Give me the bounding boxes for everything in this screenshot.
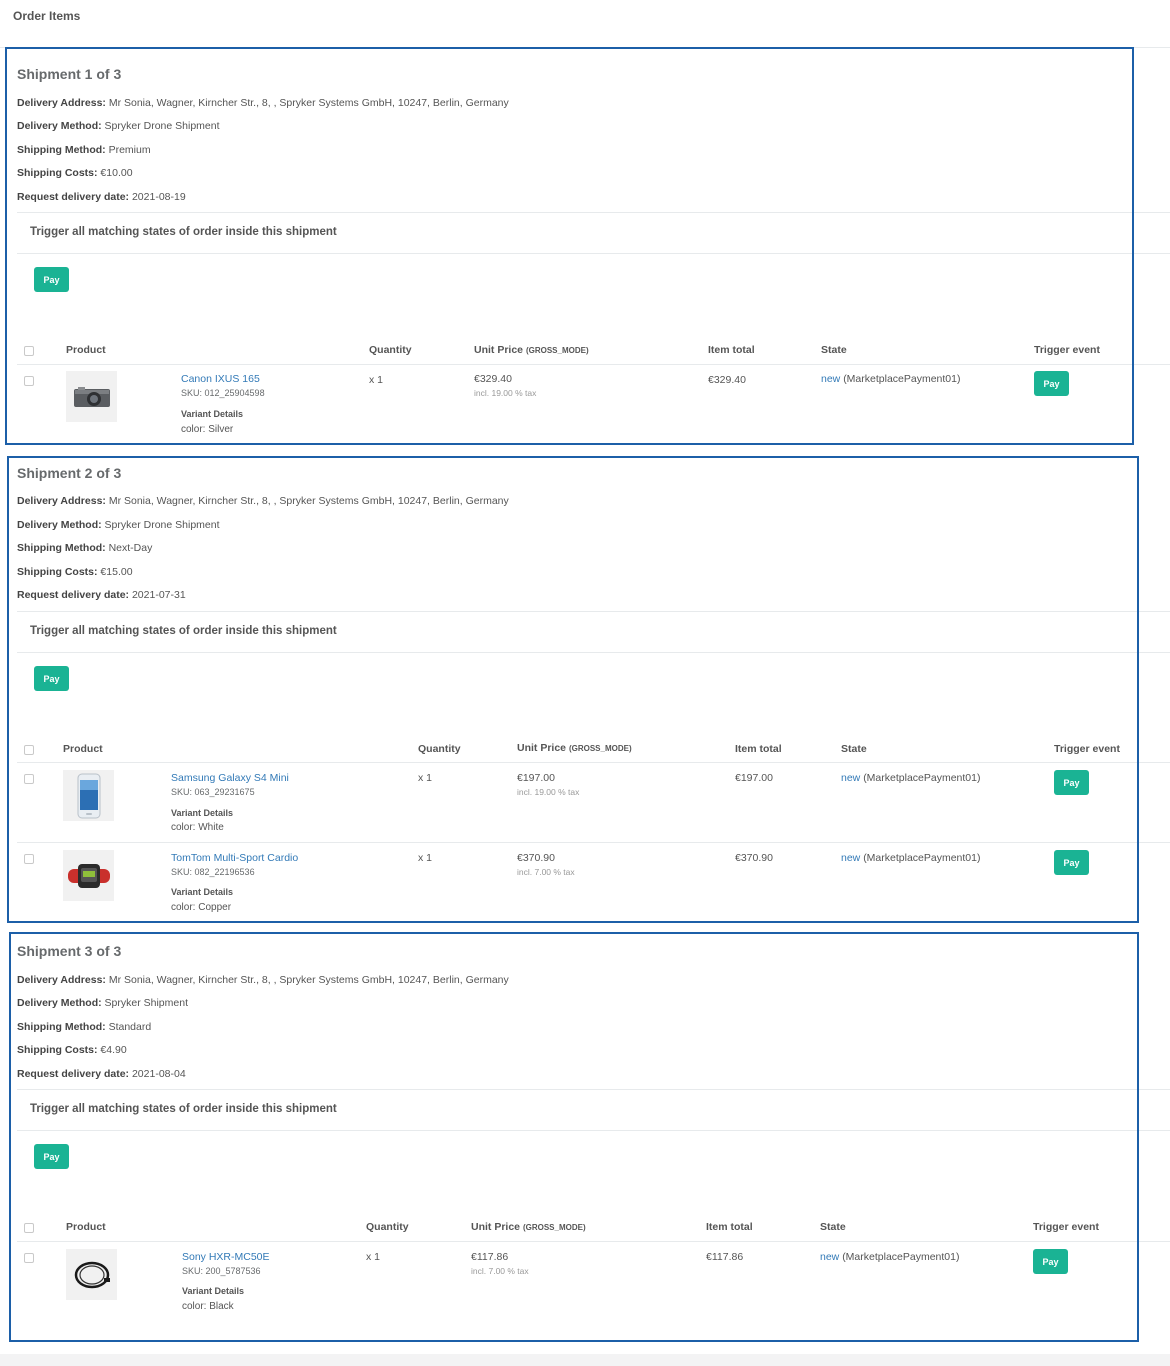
top-divider: [0, 47, 1170, 48]
quantity: x 1: [418, 772, 433, 784]
select-all-checkbox[interactable]: [24, 745, 34, 755]
divider: [17, 652, 1170, 653]
product-sku: SKU: 082_22196536: [171, 867, 255, 877]
pay-item-button[interactable]: Pay: [1054, 850, 1089, 875]
quantity: x 1: [418, 852, 433, 864]
col-state: State: [821, 344, 847, 356]
divider: [17, 1130, 1170, 1131]
item-total: €329.40: [708, 374, 746, 386]
divider: [17, 611, 1170, 612]
tax-note: incl. 19.00 % tax: [474, 388, 537, 398]
delivery-method: Delivery Method: Spryker Shipment: [17, 997, 188, 1009]
header-divider: [17, 762, 1170, 763]
col-unit-price: Unit Price (GROSS_MODE): [474, 344, 589, 356]
variant-value: color: Silver: [181, 424, 234, 435]
tax-note: incl. 7.00 % tax: [471, 1266, 529, 1276]
row-checkbox[interactable]: [24, 774, 34, 784]
pay-all-button[interactable]: Pay: [34, 666, 69, 691]
state-link[interactable]: new: [841, 772, 861, 784]
shipment-title: Shipment 3 of 3: [17, 943, 122, 959]
tax-note: incl. 19.00 % tax: [517, 787, 580, 797]
item-state: new (MarketplacePayment01): [841, 772, 981, 784]
col-item-total: Item total: [708, 344, 755, 356]
col-state: State: [820, 1221, 846, 1233]
phone-icon: [76, 773, 102, 819]
unit-price: €197.00: [517, 772, 555, 784]
row-checkbox[interactable]: [24, 854, 34, 864]
shipping-method: Shipping Method: Premium: [17, 144, 151, 156]
state-link[interactable]: new: [841, 852, 861, 864]
shipment-title: Shipment 1 of 3: [17, 66, 122, 82]
state-link[interactable]: new: [821, 373, 841, 385]
state-link[interactable]: new: [820, 1251, 840, 1263]
product-link[interactable]: Sony HXR-MC50E: [182, 1251, 270, 1263]
col-item-total: Item total: [735, 743, 782, 755]
shipment-title: Shipment 2 of 3: [17, 465, 122, 481]
page-title: Order Items: [13, 9, 81, 23]
shipping-costs: Shipping Costs: €15.00: [17, 566, 133, 578]
product-sku: SKU: 012_25904598: [181, 388, 265, 398]
tax-note: incl. 7.00 % tax: [517, 867, 575, 877]
pay-all-button[interactable]: Pay: [34, 267, 69, 292]
select-all-checkbox[interactable]: [24, 346, 34, 356]
col-product: Product: [66, 344, 106, 356]
trigger-heading: Trigger all matching states of order inside this shipment: [30, 226, 337, 238]
item-total: €370.90: [735, 852, 773, 864]
col-state: State: [841, 743, 867, 755]
variant-details-label: Variant Details: [181, 409, 244, 419]
header-divider: [17, 1241, 1170, 1242]
row-checkbox[interactable]: [24, 376, 34, 386]
shipping-method: Shipping Method: Next-Day: [17, 542, 153, 554]
row-divider: [17, 842, 1170, 843]
shipping-method: Shipping Method: Standard: [17, 1021, 152, 1033]
divider: [17, 253, 1170, 254]
pay-item-button[interactable]: Pay: [1054, 770, 1089, 795]
cable-icon: [71, 1258, 113, 1292]
col-unit-price: Unit Price (GROSS_MODE): [471, 1221, 586, 1233]
col-trigger-event: Trigger event: [1034, 344, 1100, 356]
unit-price: €370.90: [517, 852, 555, 864]
variant-details-label: Variant Details: [182, 1286, 245, 1296]
product-link[interactable]: Canon IXUS 165: [181, 373, 260, 385]
divider: [17, 1089, 1170, 1090]
shipping-costs: Shipping Costs: €4.90: [17, 1044, 127, 1056]
trigger-heading: Trigger all matching states of order inside this shipment: [30, 1103, 337, 1115]
watch-icon: [67, 859, 111, 893]
product-image: [63, 770, 114, 821]
pay-item-button[interactable]: Pay: [1033, 1249, 1068, 1274]
delivery-address: Delivery Address: Mr Sonia, Wagner, Kirncher Str., 8, , Spryker Systems GmbH, 10247, Berlin, Germany: [17, 495, 509, 507]
delivery-method: Delivery Method: Spryker Drone Shipment: [17, 120, 220, 132]
delivery-address: Delivery Address: Mr Sonia, Wagner, Kirncher Str., 8, , Spryker Systems GmbH, 10247, Berlin, Germany: [17, 974, 509, 986]
col-unit-price: Unit Price (GROSS_MODE): [517, 742, 632, 754]
pay-item-button[interactable]: Pay: [1034, 371, 1069, 396]
item-state: new (MarketplacePayment01): [821, 373, 961, 385]
col-item-total: Item total: [706, 1221, 753, 1233]
delivery-address: Delivery Address: Mr Sonia, Wagner, Kirncher Str., 8, , Spryker Systems GmbH, 10247, Berlin, Germany: [17, 97, 509, 109]
col-product: Product: [63, 743, 103, 755]
col-product: Product: [66, 1221, 106, 1233]
product-image: [66, 1249, 117, 1300]
product-sku: SKU: 200_5787536: [182, 1266, 261, 1276]
product-link[interactable]: TomTom Multi-Sport Cardio: [171, 852, 299, 864]
page-footer-band: [0, 1354, 1170, 1366]
product-link[interactable]: Samsung Galaxy S4 Mini: [171, 772, 289, 784]
header-divider: [17, 364, 1170, 365]
shipping-costs: Shipping Costs: €10.00: [17, 167, 133, 179]
item-state: new (MarketplacePayment01): [820, 1251, 960, 1263]
col-quantity: Quantity: [369, 344, 412, 356]
request-delivery-date: Request delivery date: 2021-08-19: [17, 191, 186, 203]
unit-price: €117.86: [471, 1251, 509, 1263]
item-total: €117.86: [706, 1251, 744, 1263]
shipment-frame: [9, 932, 1139, 1342]
request-delivery-date: Request delivery date: 2021-08-04: [17, 1068, 186, 1080]
product-image: [63, 850, 114, 901]
col-quantity: Quantity: [366, 1221, 409, 1233]
col-quantity: Quantity: [418, 743, 461, 755]
variant-value: color: Black: [182, 1301, 234, 1312]
delivery-method: Delivery Method: Spryker Drone Shipment: [17, 519, 220, 531]
request-delivery-date: Request delivery date: 2021-07-31: [17, 589, 186, 601]
camera-icon: [72, 383, 112, 411]
item-state: new (MarketplacePayment01): [841, 852, 981, 864]
unit-price: €329.40: [474, 373, 512, 385]
trigger-heading: Trigger all matching states of order inside this shipment: [30, 625, 337, 637]
divider: [17, 212, 1170, 213]
product-sku: SKU: 063_29231675: [171, 787, 255, 797]
quantity: x 1: [369, 374, 384, 386]
select-all-checkbox[interactable]: [24, 1223, 34, 1233]
item-total: €197.00: [735, 772, 773, 784]
quantity: x 1: [366, 1251, 381, 1263]
variant-value: color: White: [171, 822, 224, 833]
col-trigger-event: Trigger event: [1054, 743, 1120, 755]
product-image: [66, 371, 117, 422]
row-checkbox[interactable]: [24, 1253, 34, 1263]
variant-details-label: Variant Details: [171, 808, 234, 818]
variant-details-label: Variant Details: [171, 887, 234, 897]
variant-value: color: Copper: [171, 902, 232, 913]
col-trigger-event: Trigger event: [1033, 1221, 1099, 1233]
pay-all-button[interactable]: Pay: [34, 1144, 69, 1169]
